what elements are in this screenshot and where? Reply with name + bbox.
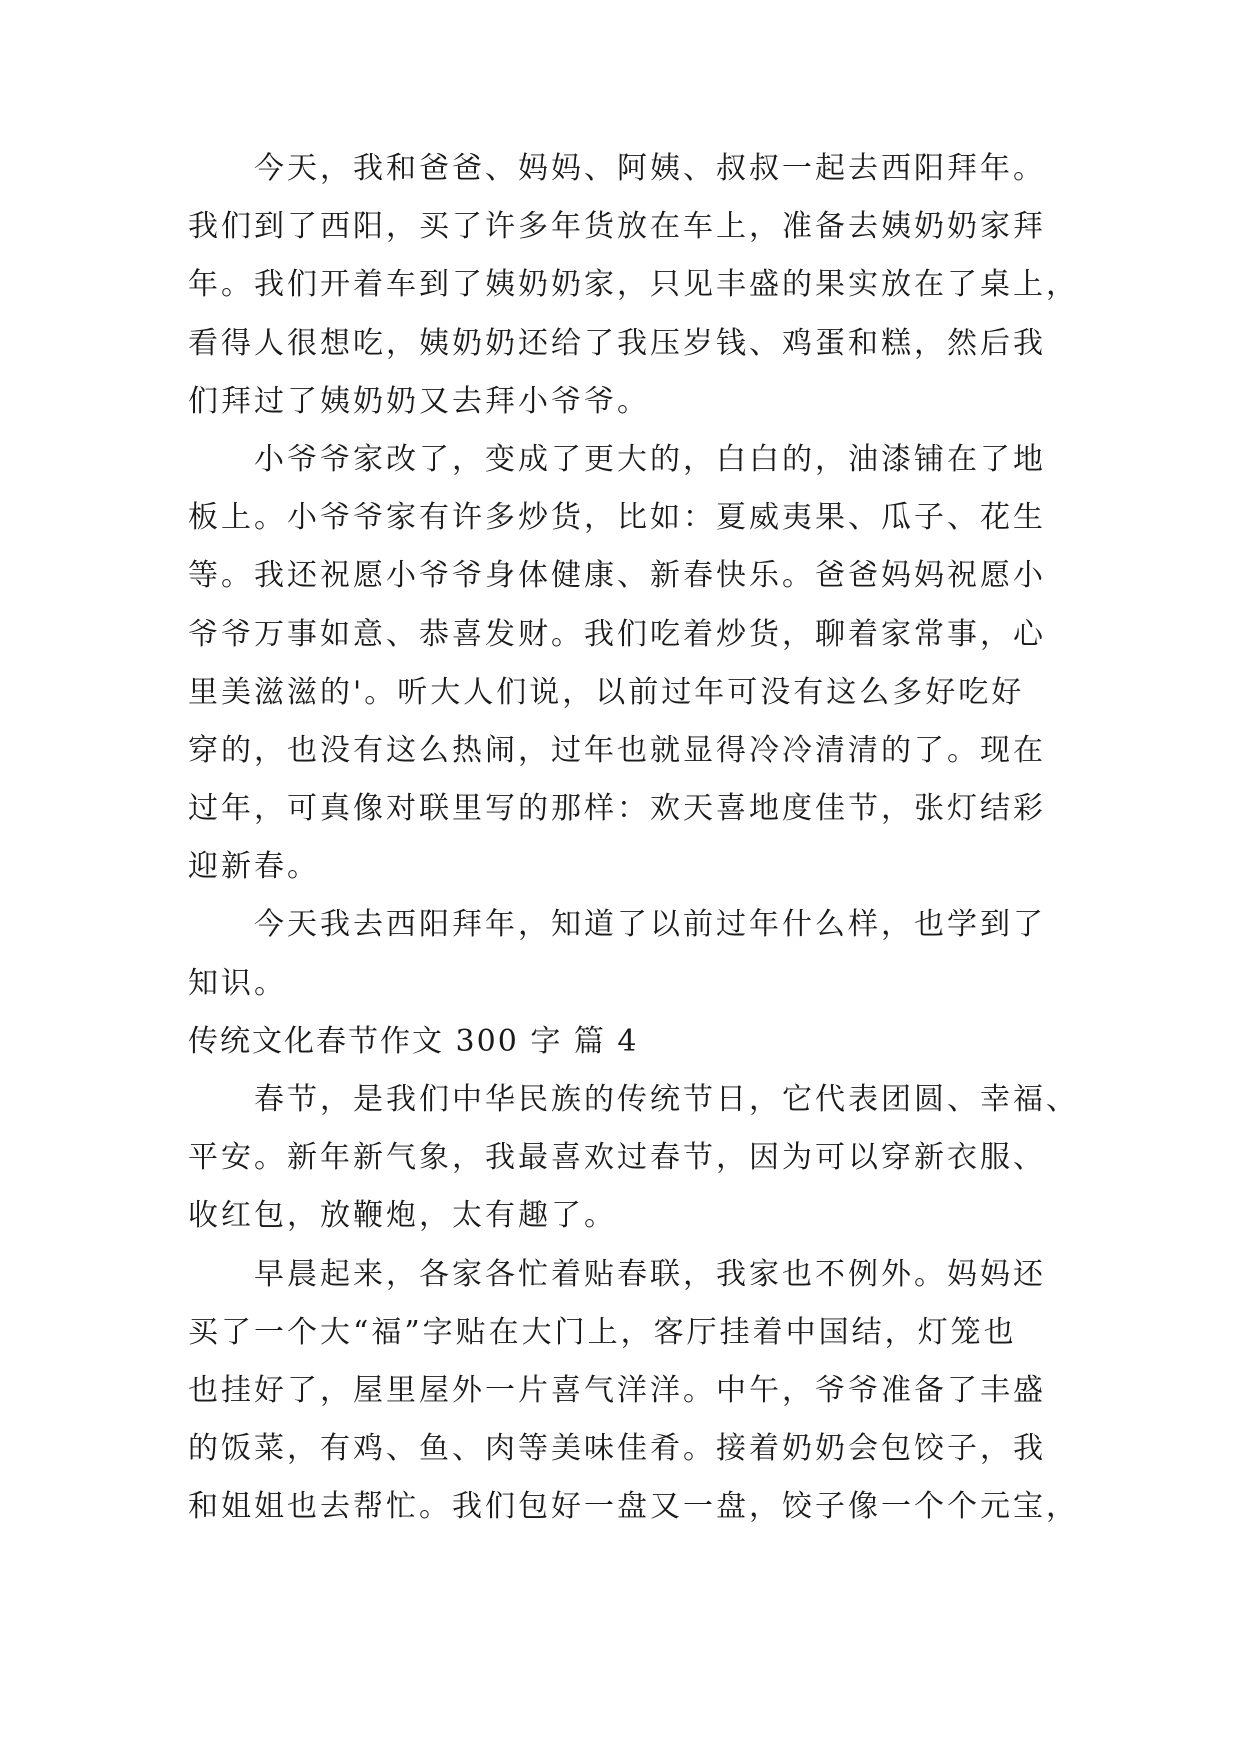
paragraph-1-line-2: 我们到了西阳，买了许多年货放在车上，准备去姨奶奶家拜: [188, 209, 1046, 245]
paragraph-2-line-5: 里美滋滋的'。听大人们说，以前过年可没有这么多好吃好: [188, 674, 1025, 710]
paragraph-2-line-4: 爷爷万事如意、恭喜发财。我们吃着炒货，聊着家常事，心: [188, 616, 1046, 652]
paragraph-5-line-1: 早晨起来，各家各忙着贴春联，我家也不例外。妈妈还: [254, 1256, 1046, 1292]
paragraph-2-line-1: 小爷爷家改了，变成了更大的，白白的，油漆铺在了地: [254, 441, 1046, 477]
paragraph-3-line-2: 知识。: [188, 965, 287, 1001]
paragraph-4-line-1: 春节，是我们中华民族的传统节日，它代表团圆、幸福、: [254, 1082, 1079, 1117]
paragraph-2-line-6: 穿的，也没有这么热闹，过年也就显得冷冷清清的了。现在: [188, 732, 1046, 768]
paragraph-2-line-8: 迎新春。: [188, 849, 320, 885]
paragraph-2-line-3: 等。我还祝愿小爷爷身体健康、新春快乐。爸爸妈妈祝愿小: [188, 558, 1046, 594]
paragraph-5-line-5: 和姐姐也去帮忙。我们包好一盘又一盘，饺子像一个个元宝，: [188, 1489, 1079, 1525]
paragraph-1-line-4: 看得人很想吃，姨奶奶还给了我压岁钱、鸡蛋和糕，然后我: [188, 325, 1046, 361]
paragraph-4-line-2: 平安。新年新气象，我最喜欢过春节，因为可以穿新衣服、: [188, 1140, 1046, 1176]
section-heading: 传统文化春节作文 300 字 篇 4: [188, 1023, 639, 1059]
document-body: [188, 140, 1079, 1537]
paragraph-5-line-2: 买了一个大“福”字贴在大门上，客厅挂着中国结，灯笼也: [188, 1314, 1017, 1350]
paragraph-2-line-7: 过年，可真像对联里写的那样：欢天喜地度佳节，张灯结彩: [188, 791, 1046, 827]
paragraph-4-line-3: 收红包，放鞭炮，太有趣了。: [188, 1198, 617, 1234]
paragraph-1-line-5: 们拜过了姨奶奶又去拜小爷爷。: [188, 383, 650, 419]
paragraph-1-line-3: 年。我们开着车到了姨奶奶家，只见丰盛的果实放在了桌上，: [188, 267, 1079, 303]
paragraph-5-line-3: 也挂好了，屋里屋外一片喜气洋洋。中午，爷爷准备了丰盛: [188, 1372, 1046, 1408]
paragraph-3-line-1: 今天我去西阳拜年，知道了以前过年什么样，也学到了: [254, 907, 1046, 943]
paragraph-2-line-2: 板上。小爷爷家有许多炒货，比如：夏威夷果、瓜子、花生: [188, 500, 1046, 536]
paragraph-5-line-4: 的饭菜，有鸡、鱼、肉等美味佳肴。接着奶奶会包饺子，我: [188, 1431, 1046, 1467]
paragraph-1-line-1: 今天，我和爸爸、妈妈、阿姨、叔叔一起去西阳拜年。: [254, 151, 1046, 186]
